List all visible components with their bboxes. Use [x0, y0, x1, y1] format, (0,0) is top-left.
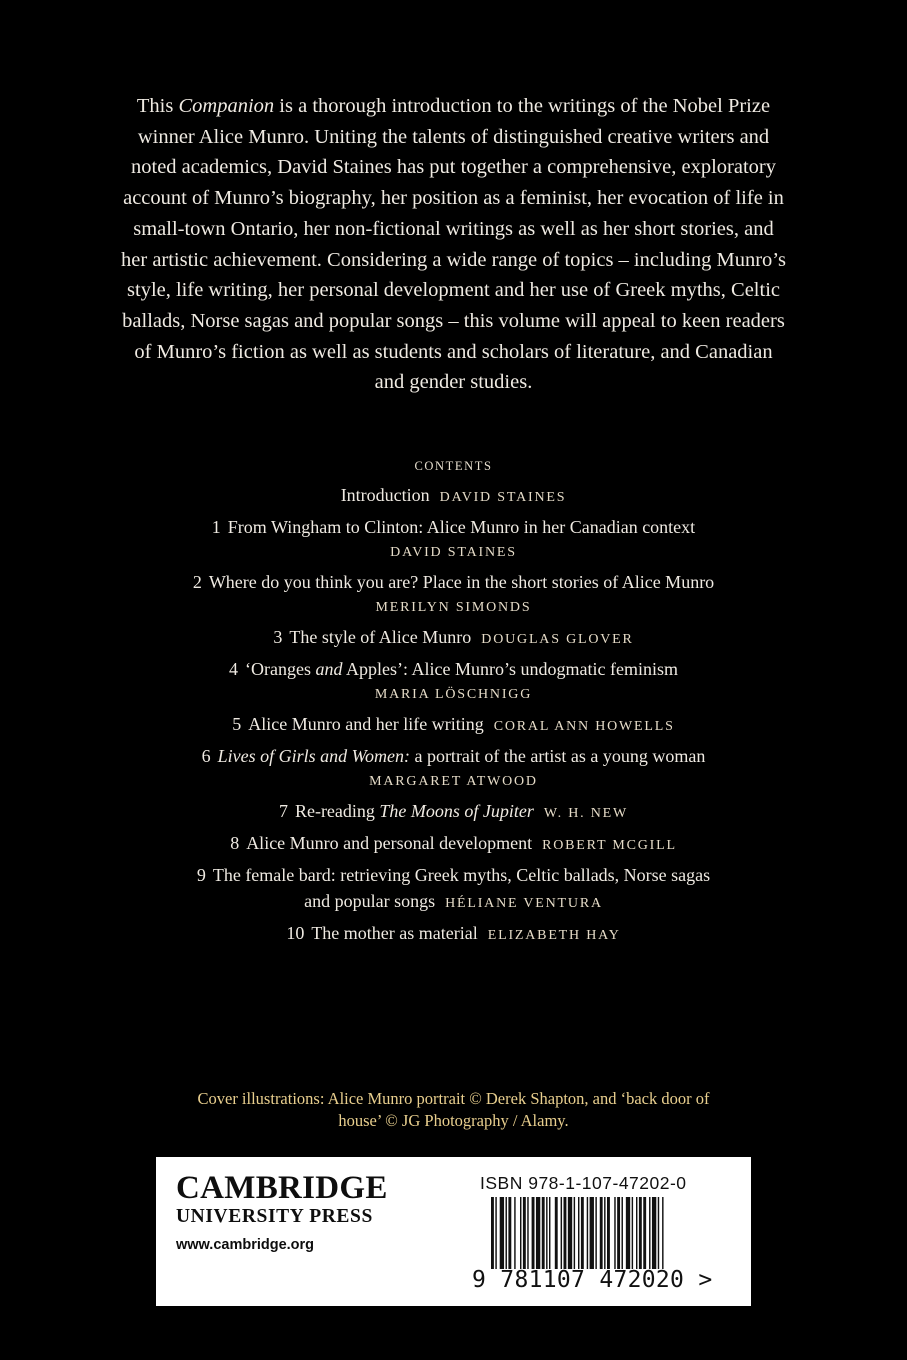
barcode-icon	[491, 1197, 716, 1269]
contents-entry-4	[0, 656, 907, 708]
contents-entry-6	[0, 743, 907, 795]
entry-author: CORAL ANN HOWELLS	[493, 719, 675, 734]
entry-title: The mother as material	[311, 923, 478, 943]
entry-title-emphasis: Lives of Girls and Women:	[217, 746, 410, 766]
entry-number: 10	[286, 923, 305, 943]
contents-entry-1	[0, 514, 907, 566]
entry-author: ELIZABETH HAY	[487, 928, 621, 943]
entry-number: 3	[273, 627, 283, 647]
entry-number: 1	[211, 517, 221, 537]
contents-entry-9	[0, 862, 907, 917]
entry-author: MERILYN SIMONDS	[375, 600, 532, 615]
entry-number: 8	[230, 833, 240, 853]
entry-number: 7	[278, 801, 288, 821]
entry-author: HÉLIANE VENTURA	[445, 896, 603, 911]
barcode-digits: 9 781107 472020 >	[472, 1267, 713, 1293]
entry-author: W. H. NEW	[543, 806, 629, 821]
contents-entry-3	[0, 624, 907, 653]
cover-credits	[150, 1088, 757, 1132]
entry-title: The female bard: retrieving Greek myths, Celtic ballads, Norse sagas	[212, 865, 711, 885]
blurb-pre: This	[136, 95, 179, 117]
entry-title-rest: Apples’: Alice Munro’s undogmatic feminism	[342, 659, 678, 679]
entry-number: 2	[192, 572, 202, 592]
entry-title-emphasis: The Moons of Jupiter	[379, 801, 534, 821]
publisher-subname: UNIVERSITY PRESS	[176, 1206, 373, 1227]
blurb-post: is a thorough introduction to the writings of the Nobel Prize winner Alice Munro. Uniting the talents of distinguished creative writers and noted academics, David Staines has put together a comprehensive, exploratory account of Munro’s biography, her position as a feminist, her evocation of life in small-town Ontario, her non-fictional writings as well as her short stories, and her artistic achievement. Considering a wide range of topics – including Munro’s style, life writing, her personal development and her use of Greek myths, Celtic ballads, Norse sagas and popular songs – this volume will appeal to keen readers of Munro’s fiction as well as students and scholars of literature, and Canadian and gender studies.	[121, 95, 786, 394]
contents-entry-5	[0, 711, 907, 740]
entry-title-emphasis: and	[315, 659, 343, 679]
blurb	[120, 91, 787, 398]
contents	[0, 454, 907, 949]
entry-title: ‘Oranges	[245, 659, 316, 679]
publisher-url: www.cambridge.org	[176, 1237, 315, 1253]
entry-title-continued: and popular songs	[304, 891, 436, 911]
entry-title: The style of Alice Munro	[289, 627, 472, 647]
entry-author: DAVID STAINES	[390, 545, 517, 560]
entry-title: Alice Munro and personal development	[246, 833, 533, 853]
blurb-text	[120, 91, 787, 398]
contents-entry-10	[0, 920, 907, 949]
entry-number: 9	[196, 865, 206, 885]
entry-author: DOUGLAS GLOVER	[481, 632, 634, 647]
entry-title: From Wingham to Clinton: Alice Munro in her Canadian context	[227, 517, 696, 537]
credits-line-2: house’ © JG Photography / Alamy.	[338, 1111, 569, 1130]
contents-entry-8	[0, 830, 907, 859]
entry-number: 5	[232, 714, 242, 734]
entry-author: ROBERT MCGILL	[542, 838, 677, 853]
entry-title: a portrait of the artist as a young woman	[409, 746, 706, 766]
blurb-emphasis: Companion	[178, 95, 275, 117]
entry-author: DAVID STAINES	[439, 490, 567, 505]
entry-title: Alice Munro and her life writing	[248, 714, 484, 734]
contents-entry-7	[0, 798, 907, 827]
publisher-logo	[176, 1171, 388, 1256]
entry-number: 6	[201, 746, 211, 766]
isbn-label: ISBN 978-1-107-47202-0	[480, 1173, 687, 1193]
contents-intro	[0, 482, 907, 511]
entry-author: MARIA LÖSCHNIGG	[374, 687, 533, 702]
entry-title: Re-reading	[294, 801, 380, 821]
entry-title: Where do you think you are? Place in the short stories of Alice Munro	[208, 572, 715, 592]
entry-title: Introduction	[340, 485, 430, 505]
entry-number: 4	[229, 659, 239, 679]
contents-heading: CONTENTS	[414, 459, 493, 473]
publisher-box	[156, 1157, 751, 1306]
credits-line-1: Cover illustrations: Alice Munro portrait © Derek Shapton, and ‘back door of	[197, 1089, 710, 1108]
publisher-name: CAMBRIDGE	[176, 1170, 388, 1206]
contents-entry-2	[0, 569, 907, 621]
entry-author: MARGARET ATWOOD	[369, 774, 538, 789]
